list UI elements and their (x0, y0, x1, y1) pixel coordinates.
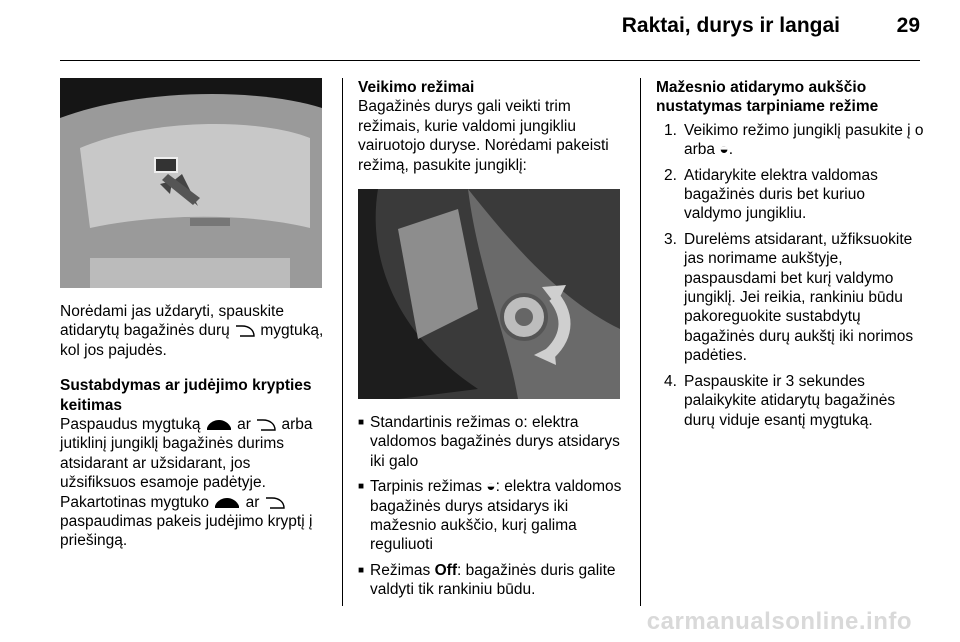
column-1 (60, 78, 326, 551)
car-remote-icon-2 (213, 496, 241, 510)
list-item: 3. Durelėms atsidarant, užfiksuokite jas norimame aukštyje, paspausdami bet kurį valdymo jungiklį. Jei reikia, rankiniu būdu pakoreguokite sustabdytų bagažinės durų aukštį iki norimos padėties. (664, 230, 914, 365)
section-heading-reduced-height: Mažesnio atidarymo aukščio nustatymas tarpiniame režime (656, 79, 879, 116)
section-heading-modes: Veikimo režimai (358, 79, 475, 96)
list-item: ■ Tarpinis režimas ◒: elektra valdomos bagažinės durys atsidarys iki mažesnio aukščio, kurį galima reguliuoti (358, 477, 624, 555)
header-divider (60, 60, 920, 61)
close-text-end: mygtuką, kol jos pajudės. (60, 322, 324, 359)
column-divider-2 (640, 78, 641, 606)
tailgate-icon (255, 418, 277, 432)
tailgate-close-icon (234, 324, 256, 338)
tailgate-button-photo (60, 78, 322, 288)
watermark: carmanualsonline.info (646, 608, 912, 635)
car-remote-icon (205, 418, 233, 432)
mode-switch-photo (358, 189, 620, 399)
modes-intro: Bagažinės durys gali veikti trim režimais, kurie valdomi jungikliu vairuotojo duryse. Norėdami pakeisti režimą, pasukite jungiklį: (358, 98, 609, 174)
modes-list (358, 413, 624, 600)
tailgate-icon-2 (264, 496, 286, 510)
section-heading-stop: Sustabdymas ar judėjimo krypties keitimas (60, 377, 312, 414)
stop-paragraph: Paspaudus mygtuką ar arba jutiklinį jungiklį bagažinės durims atsidarant ar užsidarant, jos užsifiksuos esamoje padėtyje. Pakartotinas mygtuko ar paspaudimas pakeis judėjimo kryptį į priešingą. (60, 416, 313, 550)
list-item: 4. Paspauskite ir 3 sekundes palaikykite atidarytų bagažinės durų viduje esantį mygtuką. (664, 372, 896, 429)
page-title: Raktai, durys ir langai (621, 14, 840, 37)
list-item: 2. Atidarykite elektra valdomas bagažinės duris bet kuriuo valdymo jungikliu. (664, 166, 878, 223)
list-item: ■ Režimas Off: bagažinės duris galite valdyti tik rankiniu būdu. (358, 561, 624, 600)
close-text: Norėdami jas uždaryti, spauskite atidarytų bagažinės durų (60, 303, 284, 340)
column-3 (656, 78, 926, 436)
list-item: ■ Standartinis režimas o: elektra valdomos bagažinės durys atsidarys iki galo (358, 413, 624, 471)
column-2 (358, 78, 624, 606)
column-divider-1 (342, 78, 343, 606)
close-instructions (60, 302, 326, 360)
page-number: 29 (896, 14, 920, 37)
steps-list (656, 121, 926, 430)
list-item: 1. Veikimo režimo jungiklį pasukite į o arba ◒. (664, 121, 924, 159)
